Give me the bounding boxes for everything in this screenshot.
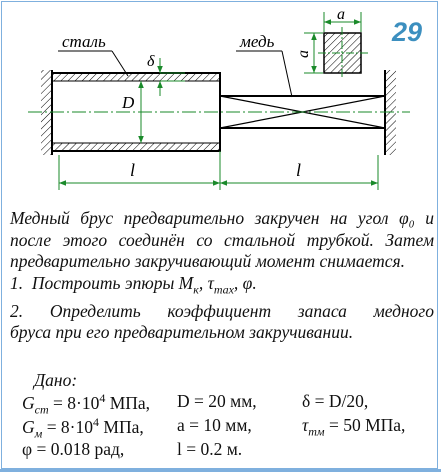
task-2-line-1 bbox=[10, 301, 434, 323]
given-row-2 bbox=[22, 415, 434, 441]
copper-label-group bbox=[236, 32, 292, 97]
D-label: D bbox=[122, 93, 135, 112]
section-height-label: a bbox=[295, 50, 312, 58]
statement-paragraph: Медный брус предварительно закручен на угол φ₀ и после этого соединён со стальной трубкой. Затем предварительно закручивающий момент снимается. bbox=[10, 208, 434, 271]
task-1-text: Построить эпюры M bbox=[31, 272, 194, 293]
problem-number: 29 bbox=[392, 17, 423, 47]
given-title: Дано: bbox=[34, 370, 78, 390]
given-Gm: $G_м = 8\cdot 10^4$ МПа, bbox=[22, 415, 144, 441]
given-row-1 bbox=[22, 391, 434, 417]
steel-label: сталь bbox=[62, 32, 106, 51]
given-row-3 bbox=[22, 439, 434, 461]
given-a: a = 10 мм, bbox=[177, 415, 252, 435]
l-left-label: l bbox=[130, 160, 136, 180]
task-1-number: 1. bbox=[10, 272, 24, 293]
cross-section bbox=[295, 6, 368, 79]
given-phi: φ = 0.018 рад, bbox=[22, 439, 125, 459]
problem-statement bbox=[10, 208, 434, 344]
task-1-sub-max: max bbox=[213, 282, 234, 296]
task-1 bbox=[10, 273, 434, 301]
given-delta: δ = D/20, bbox=[302, 391, 369, 411]
shaft-diagram bbox=[0, 0, 441, 205]
given-l: l = 0.2 м. bbox=[177, 439, 243, 459]
given-D: D = 20 мм, bbox=[177, 391, 257, 411]
task-1-sub-k: к bbox=[193, 282, 199, 296]
task-2-text-1: Определить коэффициент запаса медного bbox=[49, 300, 434, 321]
delta-label: δ bbox=[147, 53, 155, 70]
copper-label: медь bbox=[240, 32, 275, 51]
given-Gst: $G_{ст} = 8\cdot 10^4$ МПа, bbox=[22, 391, 151, 417]
length-dimensions bbox=[59, 151, 378, 190]
section-width-label: a bbox=[337, 6, 345, 23]
task-2-line-2: бруса при его предварительном закручивании. bbox=[10, 322, 354, 342]
l-right-label: l bbox=[296, 160, 302, 180]
task-2-number: 2. bbox=[10, 300, 24, 321]
given-tau: $\tau_{тм} = 50$ МПа, bbox=[302, 415, 406, 439]
task-1-end: , φ. bbox=[233, 272, 257, 293]
steel-label-group bbox=[58, 32, 128, 76]
task-1-mid: , τ bbox=[198, 272, 214, 293]
